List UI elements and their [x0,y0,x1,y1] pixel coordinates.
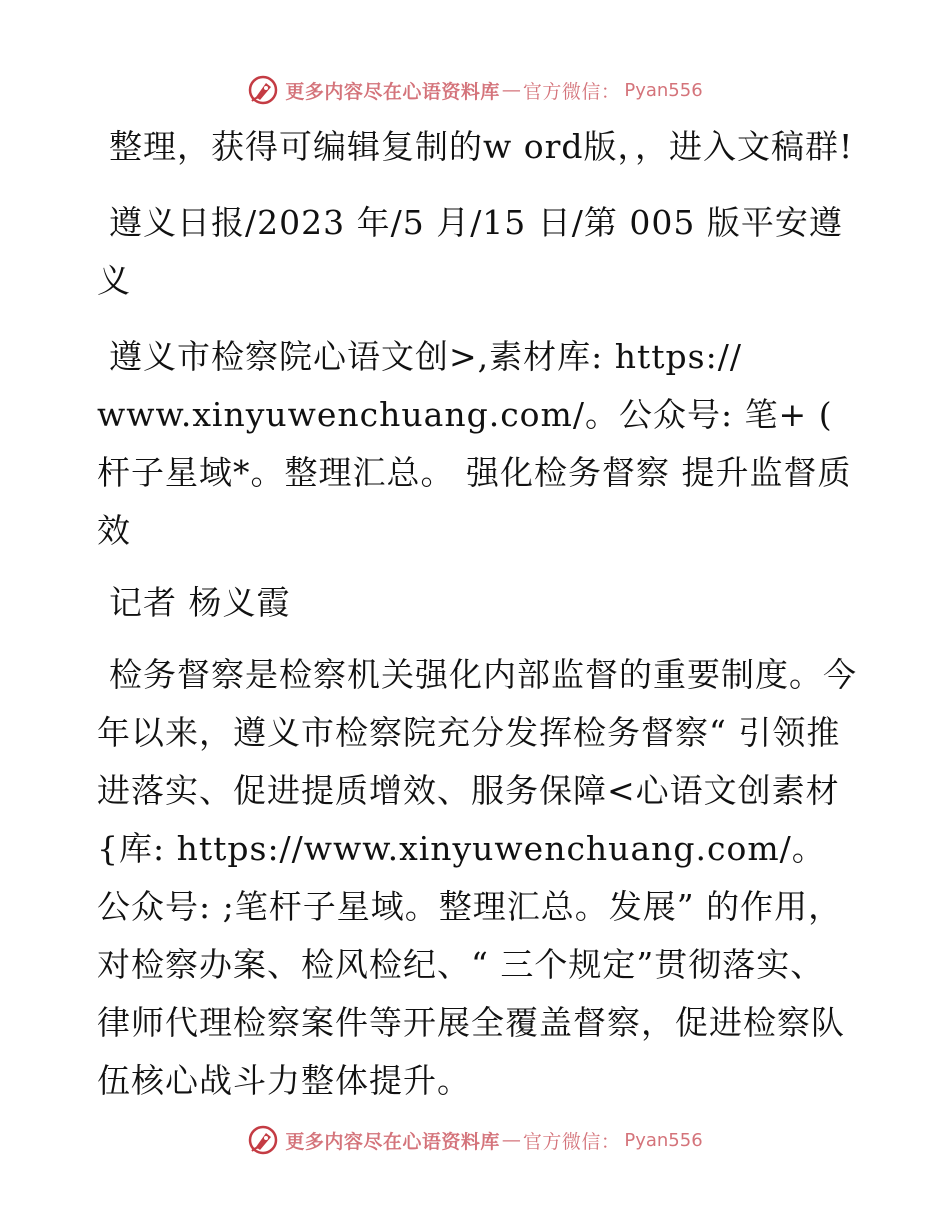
banner-wechat-id: Pyan556 [624,79,703,101]
pen-nib-logo-icon [247,74,279,106]
byline: 记者 杨义霞 [109,583,291,622]
body-paragraph: 检务督察是检察机关强化内部监督的重要制度。今年以来，遵义市检察院充分发挥检务督察“ 引领推进落实、促进提质增效、服务保障<心语文创素材{库: https://www.xinyuwenchuang.com/。公众号: ;笔杆子星域。整理汇总。发展” 的作用，对检察办案、检风检纪、“ 三个规定”贯彻落实、律师代理检察案件等开展全覆盖督察，促进检察队伍核心战斗力整体提升。 [97,655,857,1100]
banner-separator: — [501,79,521,101]
footer-banner [0,1120,950,1160]
pen-nib-logo-icon [247,1124,279,1156]
banner-wechat-id: Pyan556 [624,1129,703,1151]
headline-paragraph: 遵义市检察院心语文创>,素材库: https:// www.xinyuwenchuang.com/。公众号: 笔+ ( 杆子星域*。整理汇总。 强化检务督察 提升监督质效 [97,337,852,550]
banner-wechat-label: 官方微信： [522,80,621,103]
banner-brand: 更多内容尽在心语资料库 [285,80,500,103]
document-body [97,118,857,1110]
banner-wechat-label: 官方微信： [522,1130,621,1153]
intro-paragraph: 整理，获得可编辑复制的w ord版，，进入文稿群! [109,127,854,166]
banner-separator: — [501,1129,521,1151]
header-banner [0,70,950,110]
source-line: 遵义日报/2023 年/5 月/15 日/第 005 版平安遵义 [97,203,843,300]
banner-brand: 更多内容尽在心语资料库 [285,1130,500,1153]
